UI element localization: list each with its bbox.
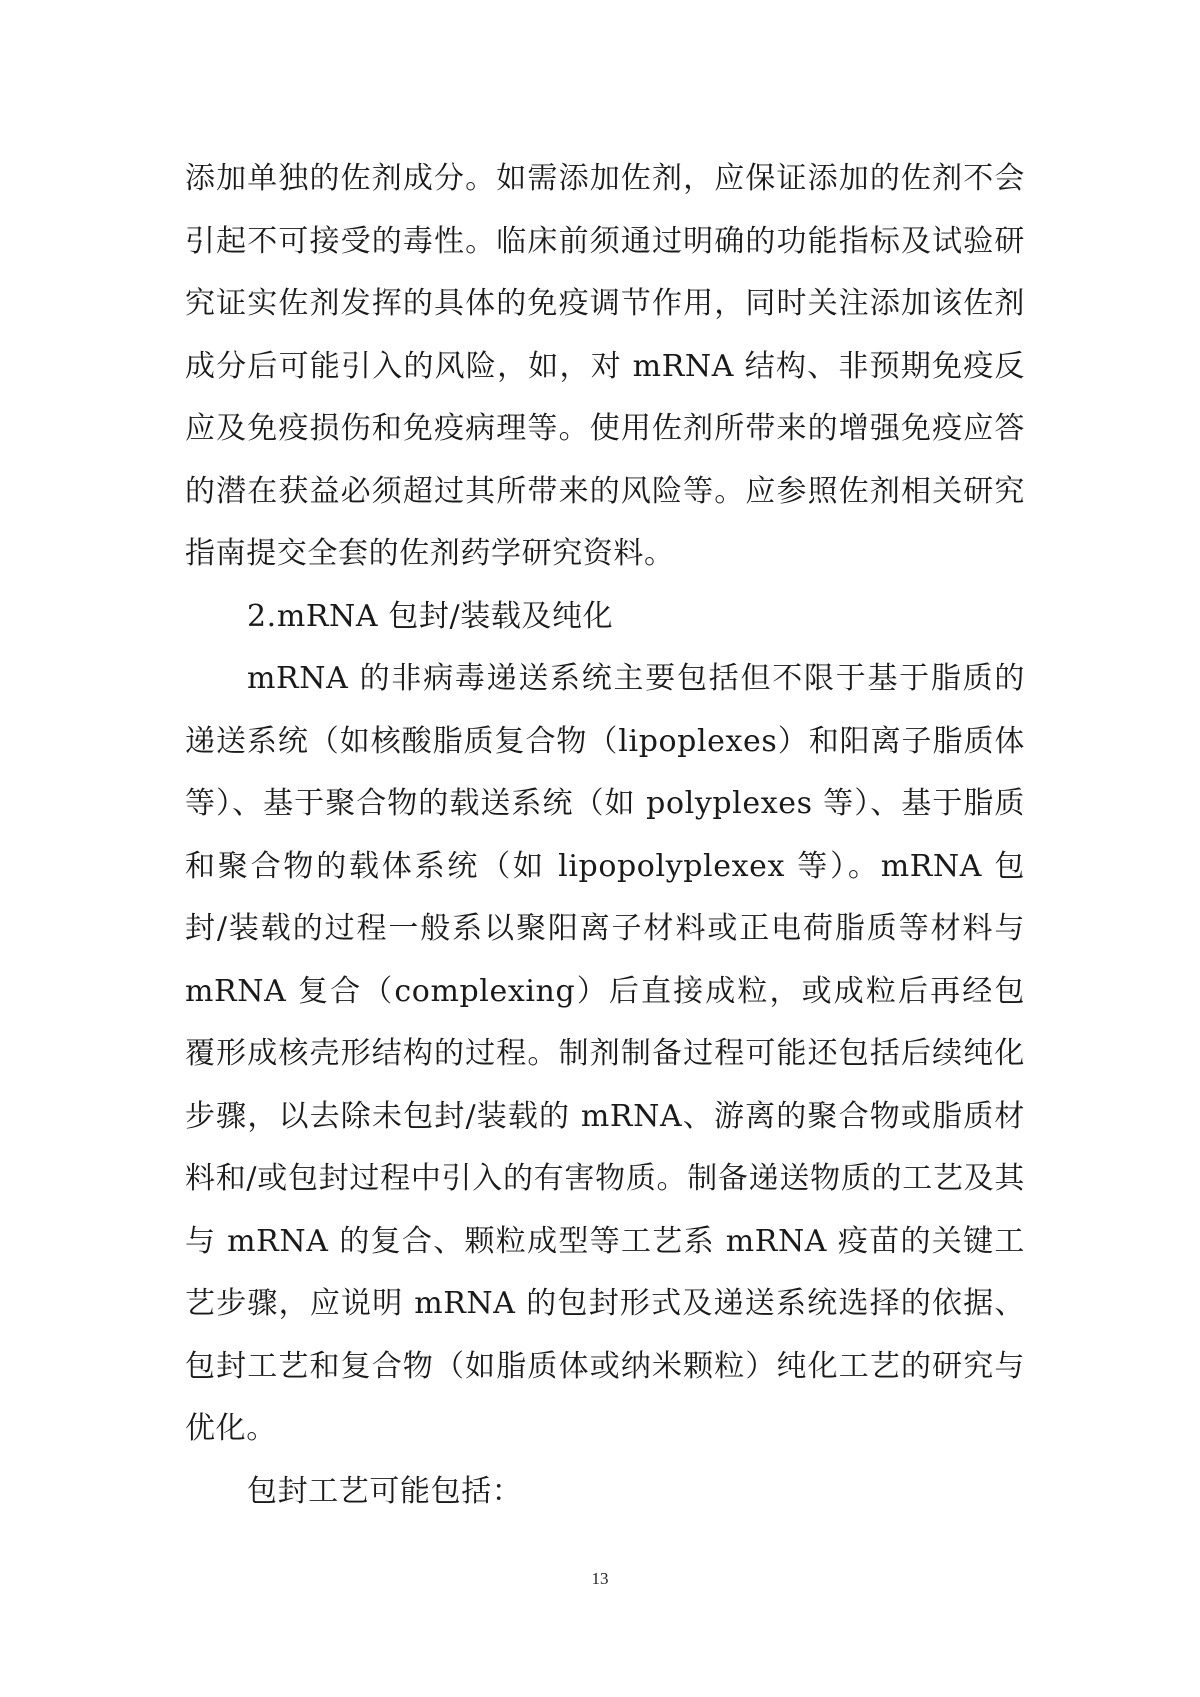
paragraph-delivery-system: mRNA 的非病毒递送系统主要包括但不限于基于脂质的递送系统（如核酸脂质复合物（lipoplexes）和阳离子脂质体等）、基于聚合物的载送系统（如 polyplexes 等）、基于脂质和聚合物的载体系统（如 lipopolyplexex 等）。mRNA 包封/装载的过程一般系以聚阳离子材料或正电荷脂质等材料与 mRNA 复合（complexing）后直接成粒，或成粒后再经包覆形成核壳形结构的过程。制剂制备过程可能还包括后续纯化步骤，以去除未包封/装载的 mRNA、游离的聚合物或脂质材料和/或包封过程中引入的有害物质。制备递送物质的工艺及其与 mRNA 的复合、颗粒成型等工艺系 mRNA 疫苗的关键工艺步骤，应说明 mRNA 的包封形式及递送系统选择的依据、包封工艺和复合物（如脂质体或纳米颗粒）纯化工艺的研究与优化。	[185, 661, 1025, 1446]
page-number: 13	[591, 1569, 609, 1588]
paragraph-encapsulation-process-intro: 包封工艺可能包括：	[247, 1473, 523, 1509]
page-body	[185, 148, 1025, 1523]
paragraph-adjuvant-continuation: 添加单独的佐剂成分。如需添加佐剂，应保证添加的佐剂不会引起不可接受的毒性。临床前须通过明确的功能指标及试验研究证实佐剂发挥的具体的免疫调节作用，同时关注添加该佐剂成分后可能引入的风险，如，对 mRNA 结构、非预期免疫反应及免疫损伤和免疫病理等。使用佐剂所带来的增强免疫应答的潜在获益必须超过其所带来的风险等。应参照佐剂相关研究指南提交全套的佐剂药学研究资料。	[185, 161, 1025, 571]
section-heading-mrna-encapsulation: 2.mRNA 包封/装载及纯化	[247, 598, 614, 634]
